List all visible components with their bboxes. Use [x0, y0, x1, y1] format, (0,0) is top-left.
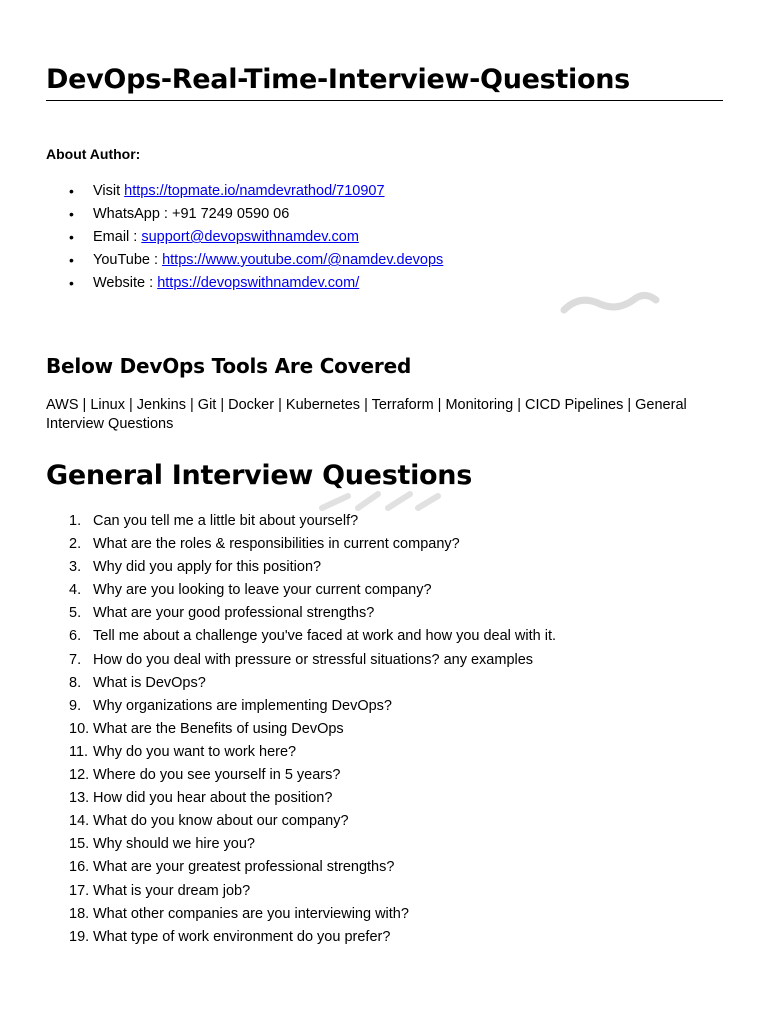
question-text: Where do you see yourself in 5 years? — [93, 767, 341, 784]
question-number: 10. — [69, 720, 90, 737]
website-link[interactable]: https://devopswithnamdev.com/ — [157, 275, 360, 291]
list-item — [46, 695, 556, 718]
question-text: Why do you want to work here? — [93, 743, 297, 760]
list-item — [46, 533, 556, 556]
bullet-icon: • — [69, 229, 74, 245]
question-text: Why organizations are implementing DevOps? — [93, 697, 392, 714]
list-item — [46, 718, 556, 741]
tools-list-text: AWS | Linux | Jenkins | Git | Docker | Kubernetes | Terraform | Monitoring | CICD Pipelines | General Interview Questions — [46, 397, 687, 432]
question-number: 9. — [69, 697, 82, 714]
question-text: What do you know about our company? — [93, 813, 349, 830]
list-item — [46, 880, 556, 903]
bullet-icon: • — [69, 206, 74, 222]
watermark-fragment — [560, 290, 660, 314]
question-text: What is your dream job? — [93, 882, 251, 899]
list-item — [46, 226, 443, 249]
website-label: Website : — [93, 275, 158, 291]
list-item — [46, 203, 443, 226]
list-item — [46, 672, 556, 695]
question-number: 18. — [69, 905, 90, 922]
tools-heading: Below DevOps Tools Are Covered — [46, 354, 412, 378]
general-questions-heading: General Interview Questions — [46, 460, 472, 491]
question-number: 6. — [69, 628, 82, 645]
topmate-link[interactable]: https://topmate.io/namdevrathod/710907 — [124, 183, 385, 199]
about-author-label: About Author: — [46, 146, 141, 162]
question-text: How did you hear about the position? — [93, 790, 333, 807]
bullet-icon: • — [69, 183, 74, 199]
list-item — [46, 926, 556, 949]
question-number: 13. — [69, 790, 90, 807]
question-text: What are the Benefits of using DevOps — [93, 720, 344, 737]
question-number: 16. — [69, 859, 90, 876]
question-text: What is DevOps? — [93, 674, 206, 691]
list-item — [46, 556, 556, 579]
whatsapp-text: WhatsApp : +91 7249 0590 06 — [93, 206, 290, 222]
question-number: 17. — [69, 882, 90, 899]
about-author-list — [46, 180, 443, 295]
youtube-label: YouTube : — [93, 252, 163, 268]
bullet-icon: • — [69, 275, 74, 291]
document-title: DevOps-Real-Time-Interview-Questions — [46, 62, 723, 101]
list-item — [46, 833, 556, 856]
email-link[interactable]: support@devopswithnamdev.com — [141, 229, 359, 245]
youtube-link[interactable]: https://www.youtube.com/@namdev.devops — [162, 252, 444, 268]
question-text: What are the roles & responsibilities in current company? — [93, 536, 460, 553]
question-number: 5. — [69, 605, 82, 622]
question-number: 14. — [69, 813, 90, 830]
question-number: 1. — [69, 513, 82, 529]
list-item — [46, 856, 556, 879]
question-number: 12. — [69, 767, 90, 784]
question-number: 11. — [69, 743, 89, 760]
email-label: Email : — [93, 229, 142, 245]
list-item — [46, 810, 556, 833]
question-text: What are your greatest professional strengths? — [93, 859, 395, 876]
question-number: 15. — [69, 836, 90, 853]
visit-label: Visit — [93, 183, 125, 199]
list-item — [46, 602, 556, 625]
question-text: How do you deal with pressure or stressful situations? any examples — [93, 651, 534, 668]
question-text: What other companies are you interviewing with? — [93, 905, 409, 922]
list-item — [46, 764, 556, 787]
question-number: 4. — [69, 582, 82, 599]
question-text: What are your good professional strengths? — [93, 605, 375, 622]
list-item — [46, 180, 443, 203]
list-item — [46, 249, 443, 272]
list-item — [46, 625, 556, 648]
question-number: 8. — [69, 674, 82, 691]
list-item — [46, 510, 556, 533]
list-item — [46, 741, 556, 764]
question-number: 7. — [69, 651, 82, 668]
question-text: Why are you looking to leave your current company? — [93, 582, 432, 599]
question-text: Can you tell me a little bit about yourself? — [93, 513, 359, 529]
question-number: 3. — [69, 559, 82, 576]
list-item — [46, 787, 556, 810]
list-item — [46, 903, 556, 926]
question-number: 19. — [69, 928, 90, 945]
list-item — [46, 579, 556, 602]
list-item — [46, 272, 443, 295]
question-text: What type of work environment do you prefer? — [93, 928, 391, 945]
question-text: Why did you apply for this position? — [93, 559, 322, 576]
list-item — [46, 649, 556, 672]
question-text: Why should we hire you? — [93, 836, 255, 853]
question-number: 2. — [69, 536, 82, 553]
bullet-icon: • — [69, 252, 74, 268]
question-text: Tell me about a challenge you've faced at work and how you deal with it. — [93, 628, 557, 645]
questions-list — [46, 510, 556, 949]
